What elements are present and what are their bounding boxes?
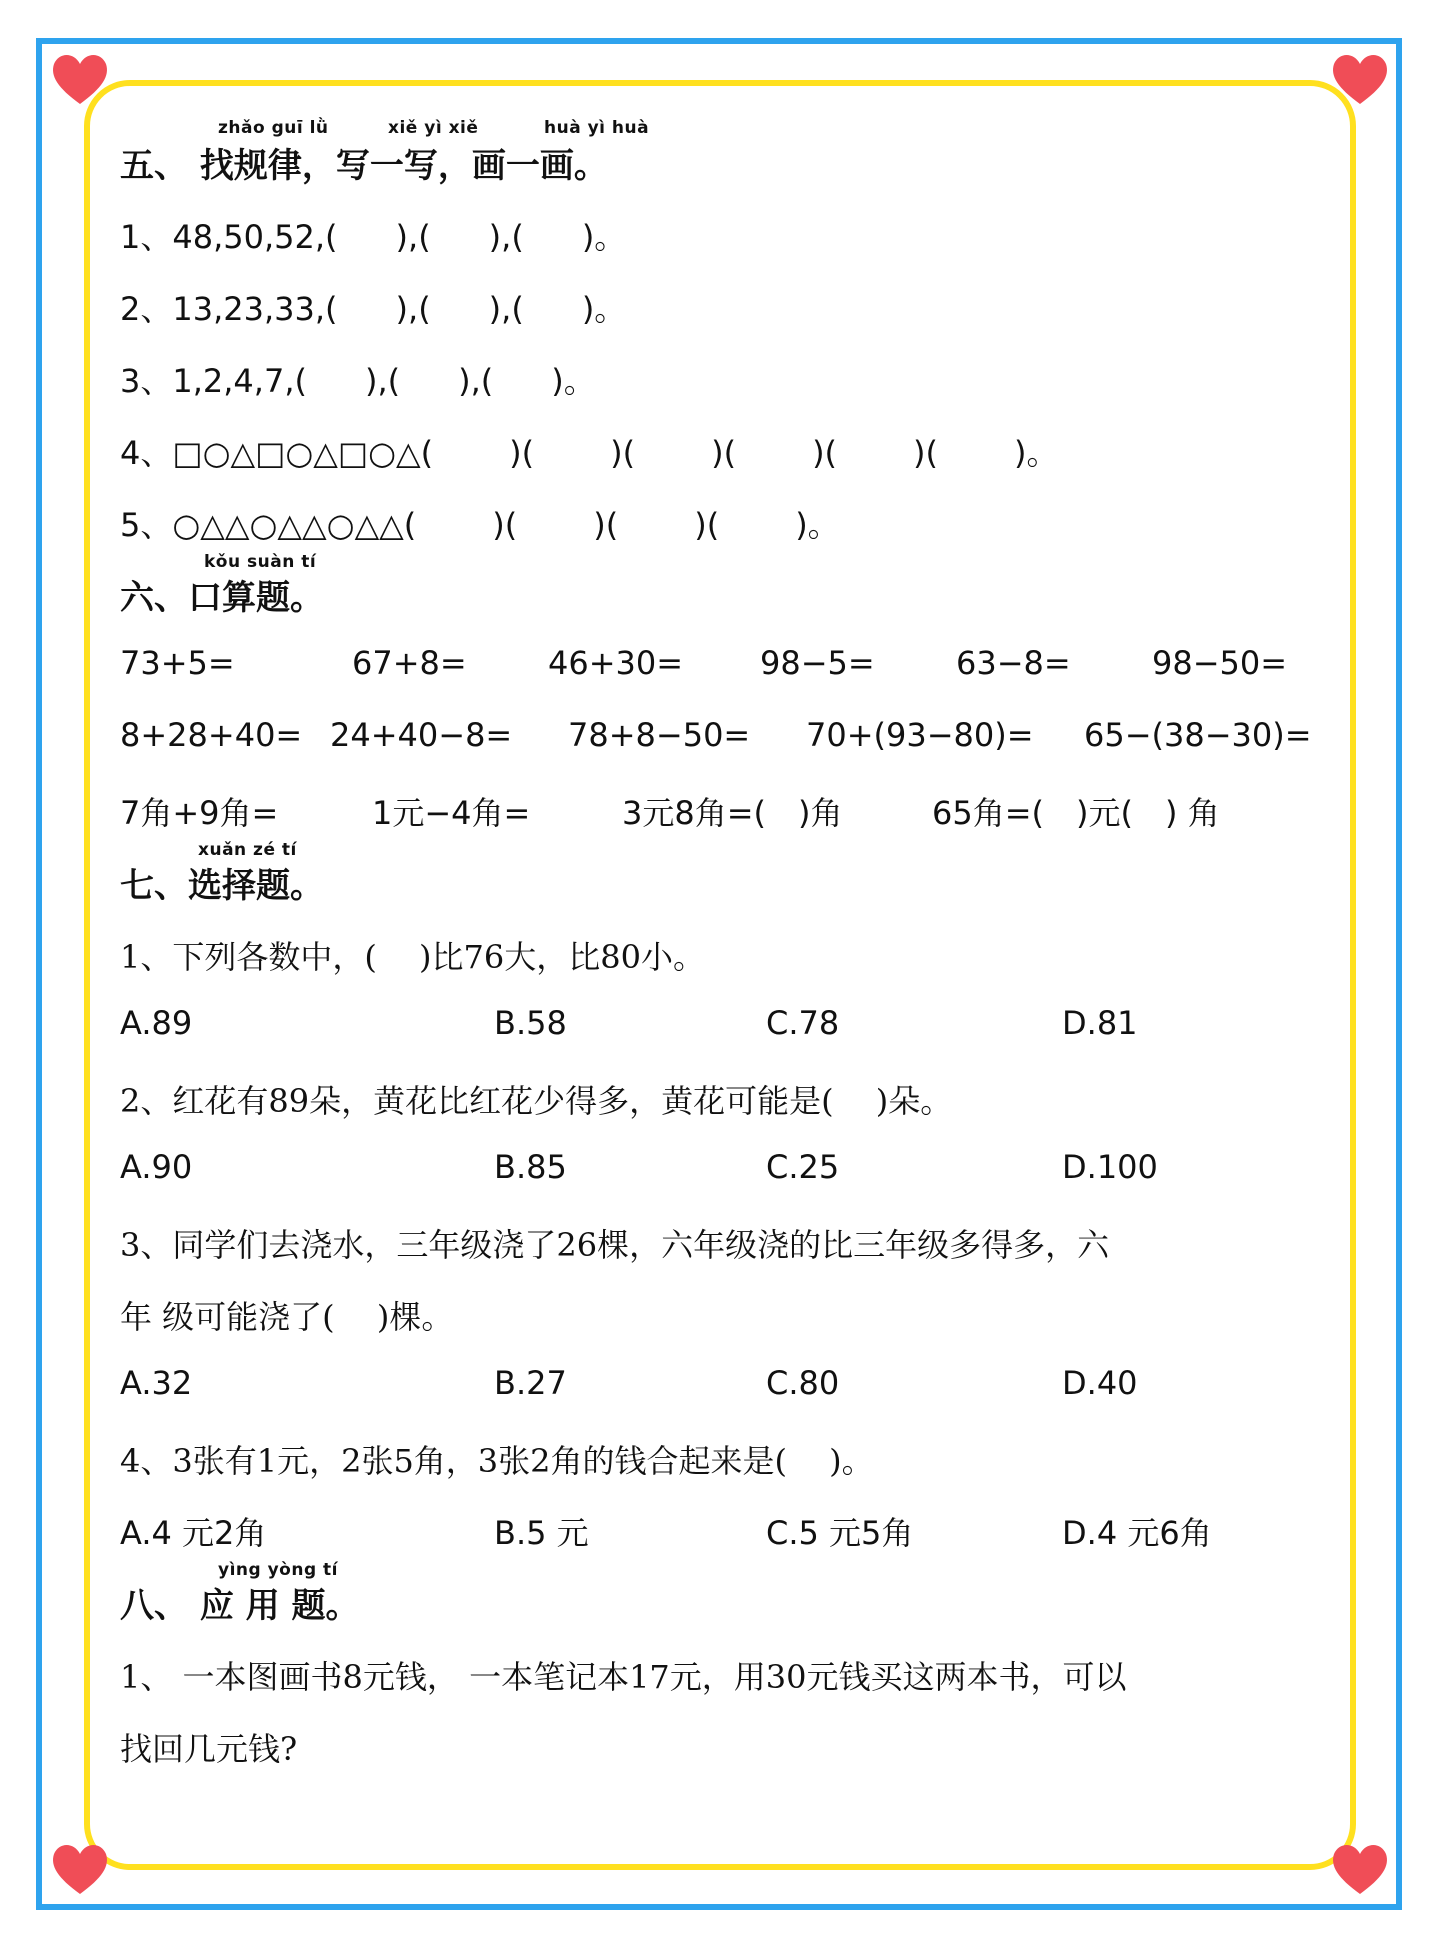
pinyin: yìng yòng tí xyxy=(218,1560,339,1580)
heart-icon xyxy=(50,1840,110,1896)
calc-item: 3元8角=( )角 xyxy=(622,794,843,832)
section-title: 六、口算题。 xyxy=(120,578,324,618)
calc-item: 46+30= xyxy=(548,644,684,682)
question-line: 5、○△△○△△○△△( )( )( )( )。 xyxy=(120,506,840,544)
option: B.27 xyxy=(494,1364,567,1402)
section-title: 五、 找规律，写一写，画一画。 xyxy=(120,146,608,186)
pinyin: huà yì huà xyxy=(544,118,650,138)
option: D.100 xyxy=(1062,1148,1158,1186)
calc-item: 65角=( )元( ) 角 xyxy=(932,794,1220,832)
option: A.90 xyxy=(120,1148,193,1186)
option: D.4 元6角 xyxy=(1062,1514,1212,1552)
question-line: 找回几元钱? xyxy=(120,1730,298,1768)
section-title: 七、选择题。 xyxy=(120,866,324,906)
section-title: 八、 应 用 题。 xyxy=(120,1586,360,1626)
option: D.40 xyxy=(1062,1364,1138,1402)
option: C.25 xyxy=(766,1148,840,1186)
calc-item: 98−50= xyxy=(1152,644,1288,682)
option: A.4 元2角 xyxy=(120,1514,267,1552)
option: C.80 xyxy=(766,1364,840,1402)
option: C.5 元5角 xyxy=(766,1514,914,1552)
question-line: 4、□○△□○△□○△( )( )( )( )( )( )。 xyxy=(120,434,1059,472)
option: C.78 xyxy=(766,1004,840,1042)
calc-item: 8+28+40= xyxy=(120,716,303,754)
question-line: 1、下列各数中，( )比76大，比80小。 xyxy=(120,938,705,976)
option: D.81 xyxy=(1062,1004,1138,1042)
question-line: 3、1,2,4,7,( ),( ),( )。 xyxy=(120,362,596,400)
calc-item: 63−8= xyxy=(956,644,1071,682)
heart-icon xyxy=(50,50,110,106)
option: B.5 元 xyxy=(494,1514,589,1552)
question-line: 2、13,23,33,( ),( ),( )。 xyxy=(120,290,627,328)
option: A.32 xyxy=(120,1364,193,1402)
pinyin: xiě yì xiě xyxy=(388,118,479,138)
calc-item: 78+8−50= xyxy=(568,716,751,754)
calc-item: 67+8= xyxy=(352,644,467,682)
pinyin: kǒu suàn tí xyxy=(204,552,317,572)
question-line: 1、 一本图画书8元钱， 一本笔记本17元，用30元钱买这两本书，可以 xyxy=(120,1658,1127,1696)
calc-item: 1元−4角= xyxy=(372,794,531,832)
calc-item: 98−5= xyxy=(760,644,875,682)
option: B.85 xyxy=(494,1148,567,1186)
question-line: 4、3张有1元，2张5角，3张2角的钱合起来是( )。 xyxy=(120,1442,874,1480)
question-line: 3、同学们去浇水，三年级浇了26棵，六年级浇的比三年级多得多，六 xyxy=(120,1226,1110,1264)
calc-item: 73+5= xyxy=(120,644,235,682)
pinyin: zhǎo guī lǜ xyxy=(218,118,329,138)
calc-item: 65−(38−30)= xyxy=(1084,716,1312,754)
question-line: 年 级可能浇了( )棵。 xyxy=(120,1298,454,1336)
question-line: 1、48,50,52,( ),( ),( )。 xyxy=(120,218,627,256)
question-line: 2、红花有89朵，黄花比红花少得多，黄花可能是( )朵。 xyxy=(120,1082,953,1120)
option: A.89 xyxy=(120,1004,193,1042)
heart-icon xyxy=(1330,50,1390,106)
calc-item: 7角+9角= xyxy=(120,794,279,832)
calc-item: 24+40−8= xyxy=(330,716,513,754)
calc-item: 70+(93−80)= xyxy=(806,716,1034,754)
option: B.58 xyxy=(494,1004,567,1042)
heart-icon xyxy=(1330,1840,1390,1896)
pinyin: xuǎn zé tí xyxy=(198,840,297,860)
